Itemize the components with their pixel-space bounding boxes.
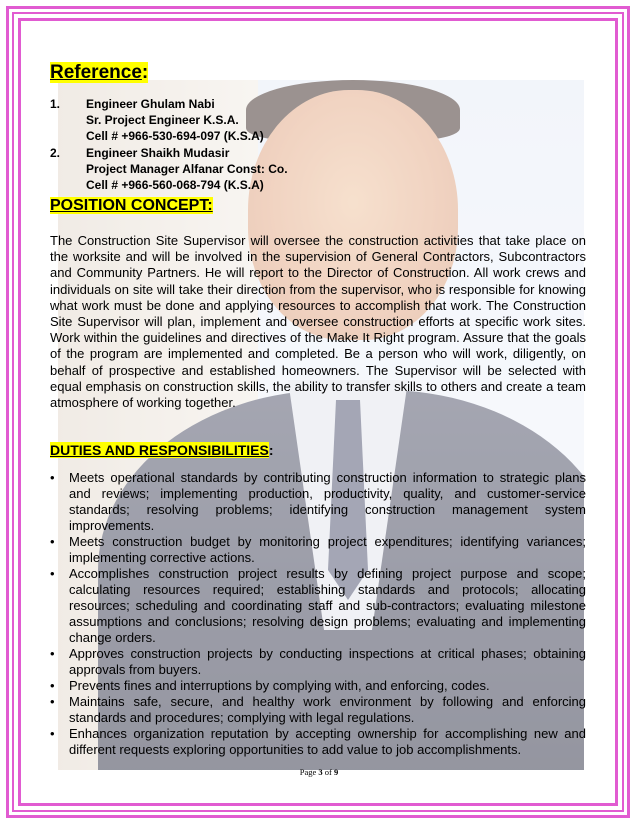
duty-item: • Enhances organization reputation by accepting ownership for accomplishing new and different requests exploring opportunities to add value to job accomplishments. xyxy=(50,726,586,758)
duty-item: • Accomplishes construction project results by defining project purpose and scope; calculating resources required; establishing standards and protocols; allocating resources; scheduling and coordinating staff and sub-contractors; evaluating milestone assumptions and conclusions; resolving design problems; evaluating and implementing change orders. xyxy=(50,566,586,646)
reference-2-name: Engineer Shaikh Mudasir xyxy=(86,146,230,160)
position-concept-heading: POSITION CONCEPT: xyxy=(50,197,213,214)
page-number-footer: Page 3 of 9 xyxy=(299,767,339,777)
reference-2-title: Project Manager Alfanar Const: Co. xyxy=(86,162,288,176)
duties-heading: DUTIES AND RESPONSIBILITIES: xyxy=(50,442,274,458)
position-concept-paragraph: The Construction Site Supervisor will oversee the construction activities that take place on the worksite and will be involved in the supervision of General Contractors, Subcontractors and Community Partners. He will report to the Director of Construction. All work crews and individuals on site will take their direction from the supervisor, who is responsible for knowing what work must be done and applying resources to accomplish that work. The Construction Site Supervisor will plan, implement and oversee construction efforts at specific work sites. Work within the guidelines and directives of the Make It Right program. Assure that the goals of the program are implemented and completed. Be a person who will work, diligently, on behalf of prospective and established homeowners. The Supervisor will be selected with equal emphasis on construction skills, the ability to transfer skills to others and create a team atmosphere of working together. xyxy=(50,233,586,411)
reference-2-phone: Cell # +966-560-068-794 (K.S.A) xyxy=(86,178,264,192)
reference-number-2: 2. xyxy=(50,146,61,160)
duties-list xyxy=(50,470,586,758)
duty-item: • Approves construction projects by conducting inspections at critical phases; obtaining approvals from buyers. xyxy=(50,646,586,678)
reference-number-1: 1. xyxy=(50,97,61,111)
duty-item: • Maintains safe, secure, and healthy work environment by following and enforcing standards and procedures; complying with legal regulations. xyxy=(50,694,586,726)
reference-heading: Reference: xyxy=(50,62,149,83)
duty-item: • Meets construction budget by monitoring project expenditures; identifying variances; implementing corrective actions. xyxy=(50,534,586,566)
duty-item: • Prevents fines and interruptions by complying with, and enforcing, codes. xyxy=(50,678,586,694)
reference-1-title: Sr. Project Engineer K.S.A. xyxy=(86,113,239,127)
reference-1-name: Engineer Ghulam Nabi xyxy=(86,97,215,111)
reference-1-phone: Cell # +966-530-694-097 (K.S.A) xyxy=(86,129,264,143)
duty-item: • Meets operational standards by contributing construction information to strategic plans and reviews; implementing production, productivity, quality, and customer-service standards; resolving problems; identifying construction management system improvements. xyxy=(50,470,586,534)
